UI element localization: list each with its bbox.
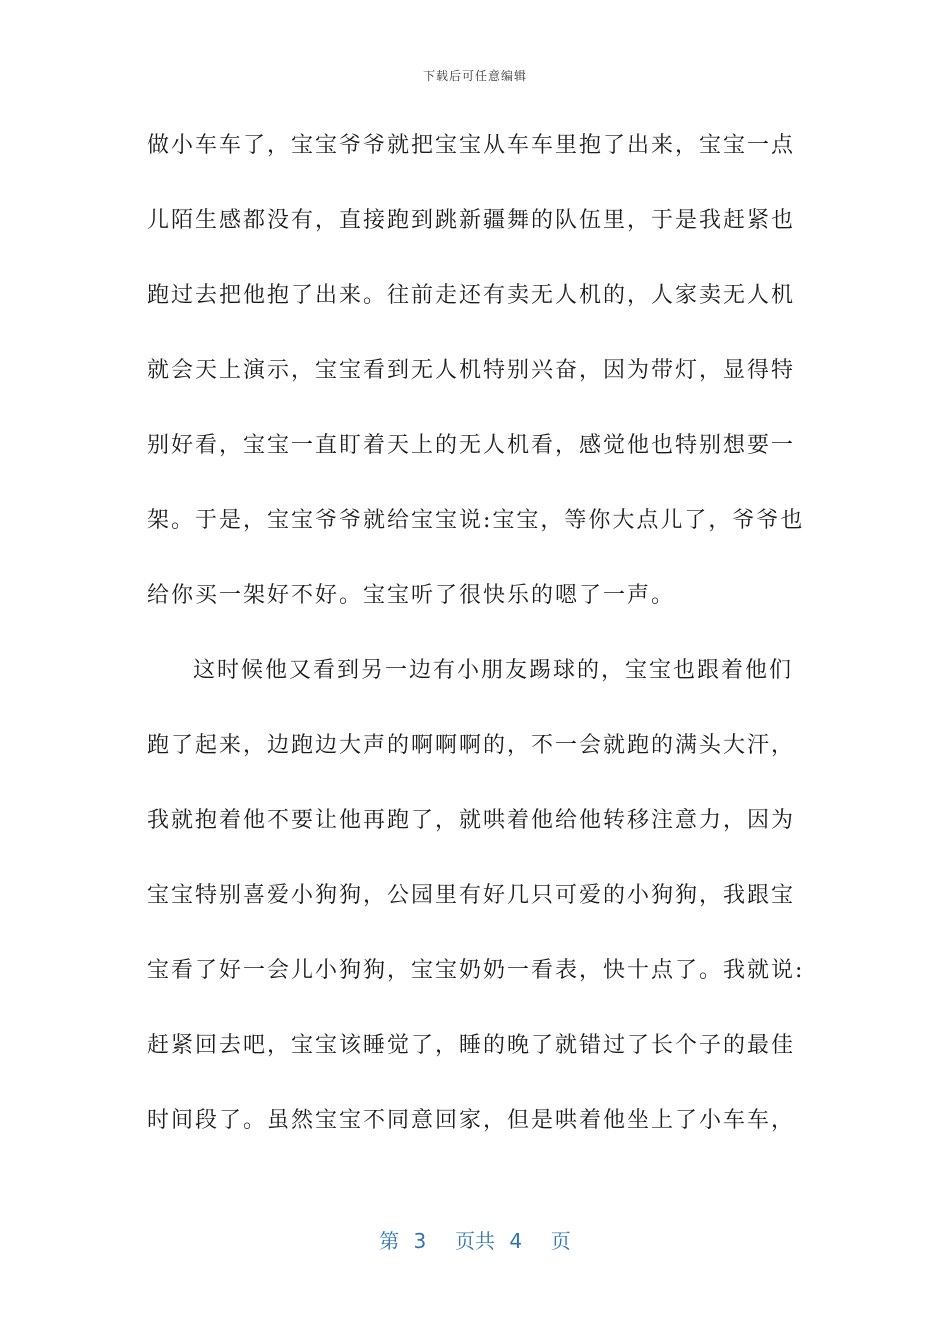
- text-line: 给你买一架好不好。宝宝听了很快乐的嗯了一声。: [147, 583, 676, 608]
- text-line: 儿陌生感都没有，直接跑到跳新疆舞的队伍里，于是我赶紧也: [147, 208, 796, 233]
- text-line: 就会天上演示，宝宝看到无人机特别兴奋，因为带灯，显得特: [147, 358, 796, 383]
- text-line: 跑过去把他抱了出来。往前走还有卖无人机的，人家卖无人机: [147, 283, 796, 308]
- page-header: 下载后可任意编辑: [422, 69, 527, 83]
- text-line: 我就抱着他不要让他再跑了，就哄着他给他转移注意力，因为: [147, 808, 796, 833]
- text-line: 赶紧回去吧，宝宝该睡觉了，睡的晚了就错过了长个子的最佳: [147, 1033, 796, 1058]
- page-number-footer: 第 3 页共 4 页: [379, 1229, 571, 1253]
- paragraph-start-line: 这时候他又看到另一边有小朋友踢球的，宝宝也跟着他们: [193, 658, 794, 683]
- text-line: 跑了起来，边跑边大声的啊啊啊的，不一会就跑的满头大汗，: [147, 733, 796, 758]
- text-line: 架。于是，宝宝爷爷就给宝宝说:宝宝，等你大点儿了，爷爷也: [147, 508, 805, 533]
- text-line: 宝宝特别喜爱小狗狗，公园里有好几只可爱的小狗狗，我跟宝: [147, 883, 796, 908]
- document-body: [147, 124, 807, 1174]
- text-line: 宝看了好一会儿小狗狗，宝宝奶奶一看表，快十点了。我就说:: [147, 958, 805, 983]
- text-line: 别好看，宝宝一直盯着天上的无人机看，感觉他也特别想要一: [147, 433, 796, 458]
- text-line: 做小车车了，宝宝爷爷就把宝宝从车车里抱了出来，宝宝一点: [147, 133, 796, 158]
- text-line: 时间段了。虽然宝宝不同意回家，但是哄着他坐上了小车车，: [147, 1108, 796, 1133]
